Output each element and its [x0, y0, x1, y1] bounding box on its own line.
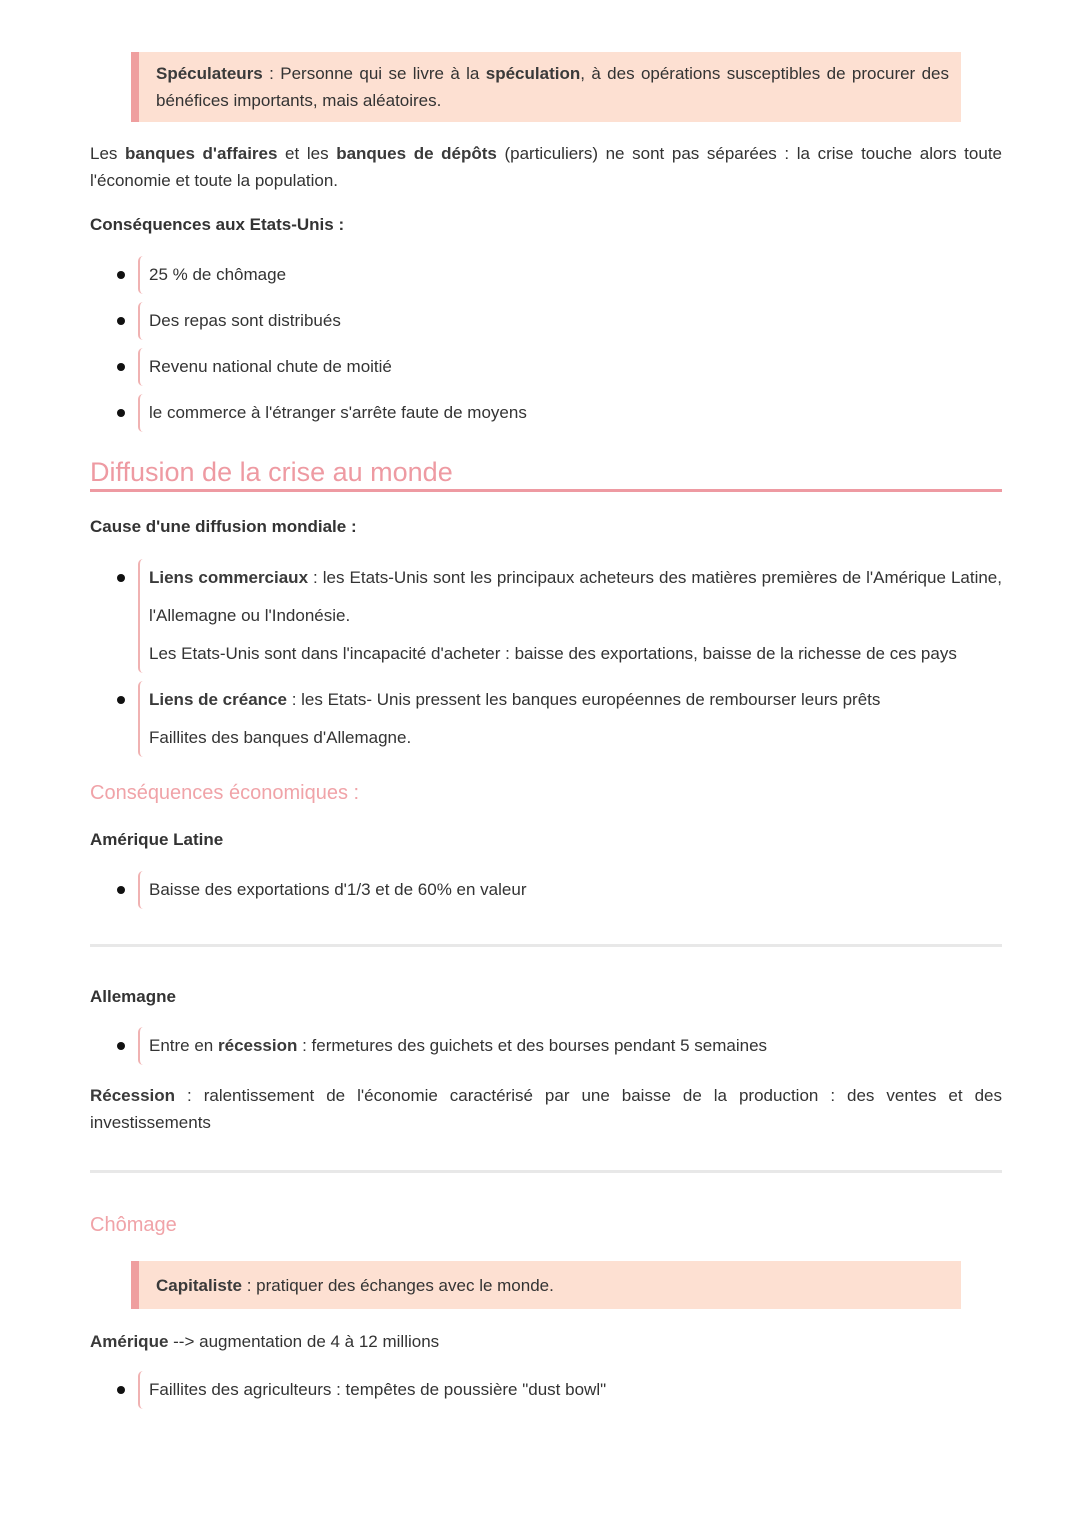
list-item: [112, 1371, 1002, 1409]
paragraph-banques: [90, 140, 1002, 194]
list-item: [112, 394, 1002, 432]
term: récession: [218, 1036, 298, 1055]
text: Les Etats-Unis sont dans l'incapacité d'acheter : baisse des exportations, baisse de la richesse de ces pays: [149, 644, 957, 663]
subheading-chomage: Chômage: [90, 1214, 177, 1236]
bullet-icon: [117, 1042, 125, 1050]
label-cause: Cause d'une diffusion mondiale :: [90, 517, 357, 536]
text: Les: [90, 144, 126, 163]
text: Entre en: [149, 1036, 218, 1055]
term: Spéculateurs: [156, 64, 263, 83]
text: (particuliers) ne sont pas séparées : la crise touche alors toute l'économie et toute la population.: [90, 144, 1002, 190]
divider: [90, 1170, 1002, 1173]
bullet-icon: [117, 409, 125, 417]
term: banques d'affaires: [125, 144, 278, 163]
list-item: [112, 348, 1002, 386]
bracket-decoration: [138, 681, 143, 757]
item-text: Revenu national chute de moitié: [149, 357, 392, 376]
list-item: [112, 681, 1002, 757]
list-item: [112, 871, 1002, 909]
bracket-decoration: [138, 1027, 143, 1065]
term: spéculation: [485, 64, 581, 83]
section-heading: Diffusion de la crise au monde: [90, 455, 1002, 492]
definition-recession: [90, 1082, 1002, 1136]
bullet-icon: [117, 886, 125, 894]
bracket-decoration: [138, 302, 143, 340]
term: Capitaliste: [156, 1276, 242, 1295]
label-allemagne: Allemagne: [90, 987, 176, 1006]
term: Liens commerciaux: [149, 568, 309, 587]
item-text: [149, 1027, 1002, 1065]
text: et les: [277, 144, 337, 163]
item-text: Des repas sont distribués: [149, 311, 341, 330]
text: : Personne qui se livre à la: [262, 64, 486, 83]
text: : ralentissement de l'économie caractérisé par une baisse de la production : des ventes et des investissements: [90, 1086, 1002, 1132]
definition-callout-capitaliste: [131, 1261, 961, 1309]
paragraph-amerique: [90, 1328, 1002, 1355]
bracket-decoration: [138, 559, 143, 673]
bracket-decoration: [138, 348, 143, 386]
bullet-icon: [117, 1386, 125, 1394]
text: , à des opérations susceptibles de procurer des bénéfices importants, mais aléatoires.: [156, 64, 949, 110]
bracket-decoration: [138, 871, 143, 909]
term: Liens de créance: [149, 690, 287, 709]
list-item: [112, 256, 1002, 294]
text: Faillites des banques d'Allemagne.: [149, 728, 412, 747]
text: : les Etats- Unis pressent les banques européennes de rembourser leurs prêts: [286, 690, 881, 709]
item-text: Baisse des exportations d'1/3 et de 60% en valeur: [149, 880, 527, 899]
subheading-economiques: Conséquences économiques :: [90, 782, 360, 804]
list-item: [112, 1027, 1002, 1065]
item-text: le commerce à l'étranger s'arrête faute de moyens: [149, 403, 527, 422]
item-text: 25 % de chômage: [149, 265, 287, 284]
bracket-decoration: [138, 256, 143, 294]
divider: [90, 944, 1002, 947]
text: : fermetures des guichets et des bourses pendant 5 semaines: [297, 1036, 768, 1055]
text: : les Etats-Unis sont les principaux acheteurs des matières premières de l'Amérique Latine, l'Allemagne ou l'Indonésie.: [149, 568, 1002, 625]
term: banques de dépôts: [336, 144, 497, 163]
list-item: [112, 559, 1002, 673]
bullet-icon: [117, 317, 125, 325]
item-text: Faillites des agriculteurs : tempêtes de poussière "dust bowl": [149, 1380, 607, 1399]
label-usa: Conséquences aux Etats-Unis :: [90, 215, 345, 234]
term: Amérique: [90, 1332, 169, 1351]
bullet-icon: [117, 271, 125, 279]
bullet-icon: [117, 696, 125, 704]
list-item: [112, 302, 1002, 340]
item-text: [149, 681, 1002, 757]
text: --> augmentation de 4 à 12 millions: [168, 1332, 440, 1351]
item-text: [149, 559, 1002, 673]
label-latam: Amérique Latine: [90, 830, 224, 849]
bullet-icon: [117, 574, 125, 582]
bracket-decoration: [138, 394, 143, 432]
text: : pratiquer des échanges avec le monde.: [241, 1276, 554, 1295]
definition-callout-speculateurs: [131, 52, 961, 122]
bracket-decoration: [138, 1371, 143, 1409]
term: Récession: [90, 1086, 176, 1105]
bullet-icon: [117, 363, 125, 371]
